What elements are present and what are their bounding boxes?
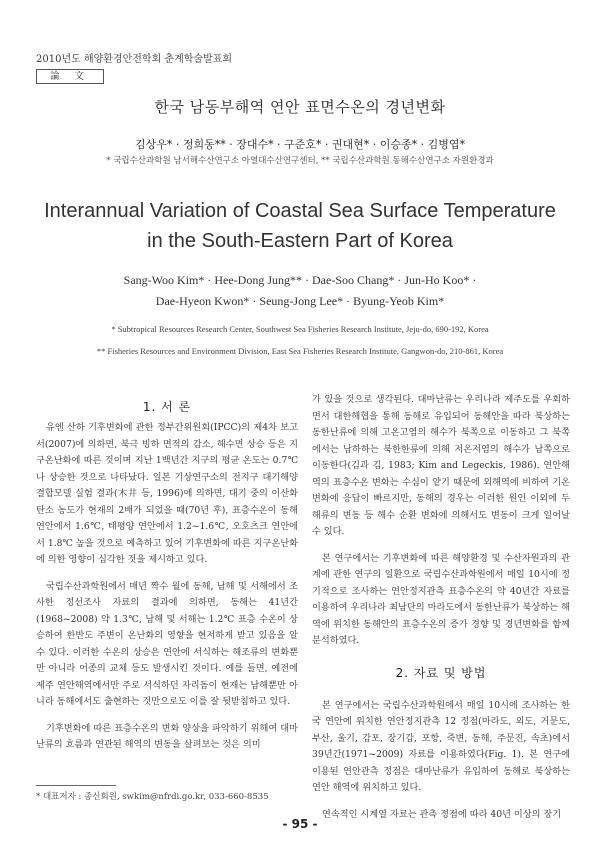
authors-english-line2: Dae-Hyeon Kwon* · Seung-Jong Lee* · Byung-Yeob Kim*: [155, 294, 445, 308]
title-korean: 한국 남동부해역 연안 표면수온의 경년변화: [154, 98, 446, 116]
authors-korean: 김상우* · 정희동** · 장대수* · 구준호* · 권대현* · 이승종* · 김병엽*: [134, 138, 466, 151]
left-column: [36, 420, 298, 764]
authors-english-line1: Sang-Woo Kim* · Hee-Dong Jung** · Dae-Soo Chang* · Jun-Ho Koo* ·: [123, 273, 477, 287]
title-english: [0, 196, 600, 256]
section-heading-introduction: 1. 서 론: [142, 400, 192, 414]
footnote-divider: [36, 785, 116, 786]
affiliation-english-2: ** Fisheries Resources and Environment Division, East Sea Fisheries Research Institute, Gangwon-do, 210-861, Korea: [96, 346, 504, 356]
paragraph: 기후변화에 따른 표층수온의 변화 양상을 파악하기 위해여 대마난류의 흐름과 연관된 해역의 변동을 살펴보는 것은 의미: [36, 722, 298, 750]
title-english-line1: Interannual Variation of Coastal Sea Surface Temperature: [44, 200, 556, 222]
section-heading-data-methods: 2. 자료 및 방법: [395, 666, 487, 680]
right-column: [312, 392, 570, 833]
paragraph: 국립수산과학원에서 매년 짝수 월에 동해, 남해 및 서해에서 조사한 정선조사 자료의 결과에 의하면, 동해는 41년간(1968~2008) 약 1.3℃, 남해 및 서해는 1.2℃ 표층 수온이 상승하여 한반도 주변이 온난화의 영향을 현저하게 받고 있음을 알 수 있다. 이러한 수온의 상승은 연안에 서식하는 해조류의 변화뿐만 아니라 어종의 교체 등도 발생시킨 것이다. 예를 들면, 예전에 제주 연안해역에서만 주로 서식하던 자리돔이 현재는 남해뿐만 아니라 동해에서도 출현하는 것만으로도 이를 잘 뒷받침하고 있다.: [36, 580, 298, 707]
title-english-line2: in the South-Eastern Part of Korea: [147, 230, 453, 252]
paragraph: 연속적인 시계열 자료는 관측 정점에 따라 40년 이상의 장기: [322, 808, 562, 820]
affiliation-korean: * 국립수산과학원 남서해수산연구소 아열대수산연구센터, ** 국립수산과학원 동해수산연구소 자원환경과: [106, 156, 494, 166]
paragraph: 가 있을 것으로 생각된다. 대마난류는 우리나라 제주도를 우회하면서 대한해협을 통해 동해로 유입되어 동해안을 따라 북상하는 동한난류에 의해 고온고염의 해수가 북쪽으로 이동하고 그 북쪽에서는 남하하는 북한한류에 의해 저온저염의 해수가 남쪽으로 이동한다(김과 김, 1983; Kim and Legeckis, 1986). 연안해역의 표층수온 변화는 수심이 얕기 때문에 외해역에 비하여 기온 변화에 응답이 빠르지만, 동해의 경우는 이러한 원인 이외에 두 해류의 변동 등 해수 순환 변화에 의해서도 변동이 크게 일어날 수 있다.: [312, 394, 570, 537]
article-type-label: 論 文: [36, 69, 104, 84]
affiliation-english-1: * Subtropical Resources Research Center, Southwest Sea Fisheries Research Institute, Jeju-do, 690-192, Korea: [111, 324, 489, 334]
paragraph: 유엔 산하 기후변화에 관한 정부간위원회(IPCC)의 제4차 보고서(2007)에 의하면, 북극 빙하 면적의 감소, 해수면 상승 등은 지구온난화에 따른 것이며 지난 1백년간 지구의 평균 온도는 0.7℃나 상승한 것으로 나타났다. 일본 기상연구소의 전지구 대기해양결합모델 실험 결과(木井 등, 1996)에 의하면, 대기 중의 이산화탄소 농도가 현재의 2배가 되었을 때(70년 후), 표층수온이 동해 연안에서 1.6℃, 태평양 연안에서 1.2~1.6℃, 오호츠크 연안에서 1.8℃ 높을 것으로 예측하고 있어 기후변화에 따른 지구온난화에 의한 영향이 심각한 것을 제시하고 있다.: [36, 422, 298, 565]
authors-english: [0, 270, 600, 312]
paragraph: 본 연구에서는 기후변화에 따른 해양환경 및 수산자원과의 관계에 관한 연구의 일환으로 국립수산과학원에서 매일 10시에 정기적으로 조사하는 연안정지관측 표층수온의 약 40년간 자료를 이용하여 우리나라 최남단의 마라도에서 동한난류가 북상하는 해역에 위치한 동해안의 표층수온의 증가 경향 및 경년변화를 함께 분석하였다.: [312, 552, 570, 646]
page-number: - 95 -: [282, 817, 318, 831]
paragraph: 본 연구에서는 국립수산과학원에서 매일 10시에 조사하는 한국 연안에 위치한 연안정지관측 12 정점(마라도, 외도, 거문도, 부산, 울기, 감포, 장기갑, 포항, 죽변, 동해, 주문진, 속초)에서 39년간(1971~2009) 자료를 이용하였다(Fig. 1). 본 연구에 이용된 연안관측 정점은 대마난류가 유입하여 동해로 북상하는 연안 해역에 위치하고 있다.: [312, 699, 570, 793]
journal-header: 2010년도 해양환경안전학회 춘계학술발표회: [36, 54, 233, 65]
footnote: * 대표저자 : 종신회원, swkim@nfrdi.go.kr, 033-660-8535: [36, 792, 269, 802]
